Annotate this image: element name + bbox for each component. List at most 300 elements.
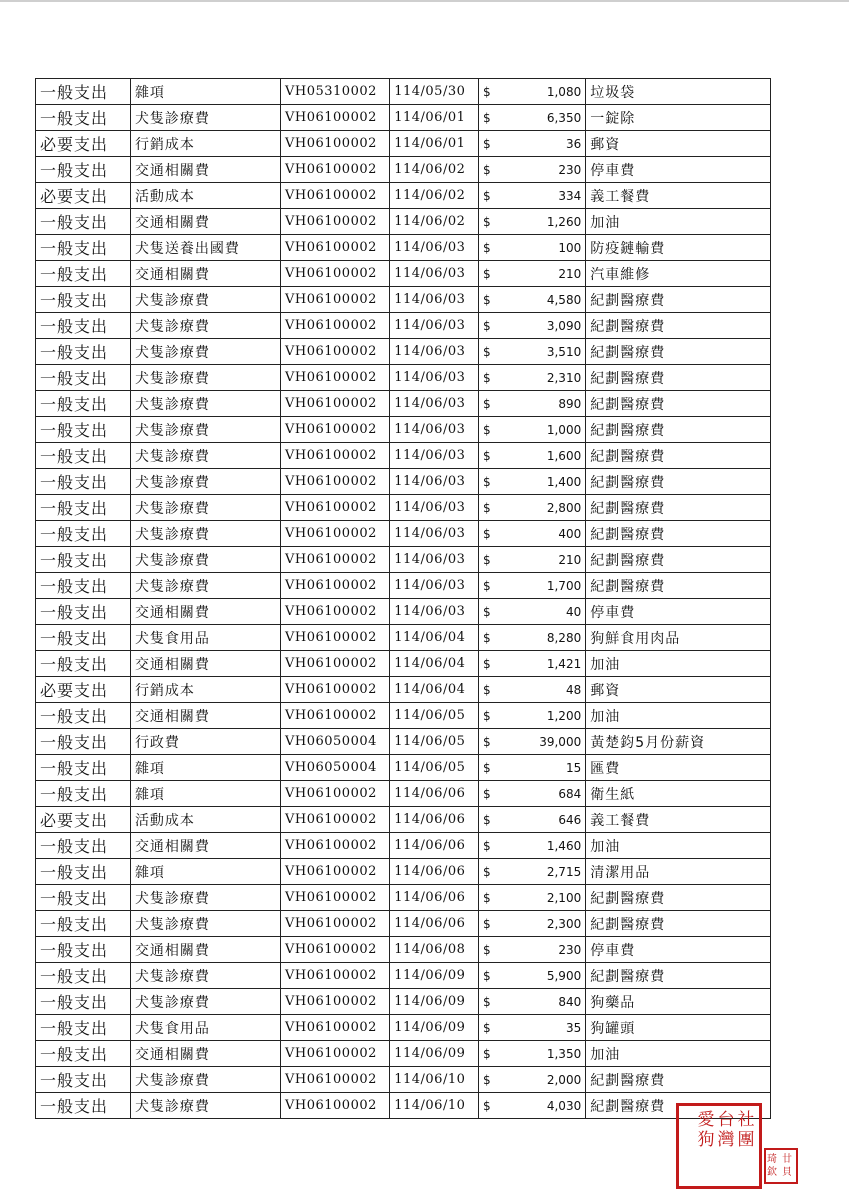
expense-type: 一般支出: [36, 755, 131, 781]
expense-amount-cell: [479, 1093, 586, 1119]
ledger-row: [36, 261, 771, 287]
expense-type: 一般支出: [36, 911, 131, 937]
expense-type: 一般支出: [36, 651, 131, 677]
expense-subcategory: 犬隻診療費: [130, 495, 280, 521]
currency-symbol: $: [483, 162, 491, 177]
expense-amount: 230: [558, 162, 582, 177]
expense-note: 汽車維修: [586, 261, 771, 287]
expense-subcategory: 交通相關費: [130, 157, 280, 183]
expense-amount: 1,000: [546, 422, 582, 437]
expense-amount: 6,350: [546, 110, 582, 125]
expense-amount: 1,700: [546, 578, 582, 593]
expense-note: 紀劃醫療費: [586, 547, 771, 573]
expense-date: 114/06/03: [390, 287, 479, 313]
expense-note: 紀劃醫療費: [586, 521, 771, 547]
expense-date: 114/06/04: [390, 651, 479, 677]
expense-note: 加油: [586, 209, 771, 235]
voucher-number: VH06100002: [281, 911, 390, 937]
expense-amount-cell: [479, 313, 586, 339]
currency-symbol: $: [483, 994, 491, 1009]
ledger-row: [36, 339, 771, 365]
voucher-number: VH06100002: [281, 365, 390, 391]
expense-amount-cell: [479, 521, 586, 547]
expense-amount: 1,460: [546, 838, 582, 853]
expense-subcategory: 犬隻診療費: [130, 885, 280, 911]
voucher-number: VH06100002: [281, 937, 390, 963]
expense-amount: 3,510: [546, 344, 582, 359]
currency-symbol: $: [483, 708, 491, 723]
expense-subcategory: 交通相關費: [130, 937, 280, 963]
expense-amount: 2,100: [546, 890, 582, 905]
expense-amount-cell: [479, 443, 586, 469]
expense-subcategory: 犬隻送養出國費: [130, 235, 280, 261]
expense-amount: 890: [558, 396, 582, 411]
expense-amount: 39,000: [539, 734, 582, 749]
expense-subcategory: 犬隻診療費: [130, 443, 280, 469]
expense-type: 一般支出: [36, 1093, 131, 1119]
expense-date: 114/06/03: [390, 339, 479, 365]
currency-symbol: $: [483, 760, 491, 775]
expense-subcategory: 雜項: [130, 755, 280, 781]
expense-date: 114/06/09: [390, 1015, 479, 1041]
ledger-row: [36, 1093, 771, 1119]
expense-amount: 48: [565, 682, 582, 697]
expense-note: 紀劃醫療費: [586, 911, 771, 937]
expense-subcategory: 犬隻診療費: [130, 287, 280, 313]
expense-subcategory: 犬隻診療費: [130, 963, 280, 989]
voucher-number: VH06100002: [281, 703, 390, 729]
expense-amount: 100: [558, 240, 582, 255]
organization-seal: 社團 台灣 愛狗: [676, 1103, 762, 1189]
expense-amount-cell: [479, 417, 586, 443]
expense-amount: 4,030: [546, 1098, 582, 1113]
expense-amount-cell: [479, 339, 586, 365]
ledger-row: [36, 677, 771, 703]
ledger-row: [36, 365, 771, 391]
voucher-number: VH06100002: [281, 963, 390, 989]
expense-subcategory: 犬隻診療費: [130, 989, 280, 1015]
ledger-row: [36, 1067, 771, 1093]
currency-symbol: $: [483, 136, 491, 151]
expense-amount: 40: [565, 604, 582, 619]
voucher-number: VH06100002: [281, 833, 390, 859]
voucher-number: VH06100002: [281, 417, 390, 443]
expense-amount: 2,800: [546, 500, 582, 515]
expense-amount: 3,090: [546, 318, 582, 333]
expense-date: 114/06/04: [390, 625, 479, 651]
expense-type: 一般支出: [36, 729, 131, 755]
expense-note: 郵資: [586, 131, 771, 157]
voucher-number: VH06100002: [281, 1041, 390, 1067]
expense-amount-cell: [479, 989, 586, 1015]
expense-type: 一般支出: [36, 443, 131, 469]
ledger-row: [36, 209, 771, 235]
expense-subcategory: 犬隻診療費: [130, 313, 280, 339]
expense-date: 114/06/06: [390, 885, 479, 911]
expense-type: 一般支出: [36, 495, 131, 521]
expense-type: 必要支出: [36, 183, 131, 209]
expense-date: 114/06/06: [390, 859, 479, 885]
expense-amount-cell: [479, 755, 586, 781]
expense-amount: 1,350: [546, 1046, 582, 1061]
currency-symbol: $: [483, 864, 491, 879]
ledger-row: [36, 157, 771, 183]
voucher-number: VH06100002: [281, 391, 390, 417]
expense-type: 一般支出: [36, 287, 131, 313]
currency-symbol: $: [483, 84, 491, 99]
currency-symbol: $: [483, 110, 491, 125]
expense-type: 一般支出: [36, 599, 131, 625]
ledger-row: [36, 911, 771, 937]
expense-date: 114/05/30: [390, 79, 479, 105]
expense-subcategory: 交通相關費: [130, 209, 280, 235]
voucher-number: VH06100002: [281, 651, 390, 677]
currency-symbol: $: [483, 630, 491, 645]
expense-type: 一般支出: [36, 573, 131, 599]
ledger-row: [36, 495, 771, 521]
expense-type: 必要支出: [36, 677, 131, 703]
expense-type: 一般支出: [36, 339, 131, 365]
expense-note: 清潔用品: [586, 859, 771, 885]
expense-subcategory: 交通相關費: [130, 833, 280, 859]
ledger-row: [36, 443, 771, 469]
ledger-row: [36, 313, 771, 339]
expense-note: 紀劃醫療費: [586, 443, 771, 469]
expense-amount: 1,400: [546, 474, 582, 489]
expense-date: 114/06/09: [390, 1041, 479, 1067]
voucher-number: VH06100002: [281, 469, 390, 495]
expense-subcategory: 犬隻診療費: [130, 1093, 280, 1119]
expense-note: 紀劃醫療費: [586, 365, 771, 391]
expense-subcategory: 犬隻診療費: [130, 365, 280, 391]
currency-symbol: $: [483, 1046, 491, 1061]
voucher-number: VH06100002: [281, 1093, 390, 1119]
ledger-row: [36, 573, 771, 599]
currency-symbol: $: [483, 604, 491, 619]
expense-date: 114/06/03: [390, 417, 479, 443]
expense-date: 114/06/10: [390, 1067, 479, 1093]
expense-date: 114/06/03: [390, 599, 479, 625]
currency-symbol: $: [483, 734, 491, 749]
expense-amount: 8,280: [546, 630, 582, 645]
voucher-number: VH06100002: [281, 781, 390, 807]
expense-amount-cell: [479, 1015, 586, 1041]
expense-type: 一般支出: [36, 261, 131, 287]
voucher-number: VH06050004: [281, 729, 390, 755]
expense-type: 一般支出: [36, 469, 131, 495]
expense-date: 114/06/03: [390, 521, 479, 547]
currency-symbol: $: [483, 1098, 491, 1113]
voucher-number: VH06100002: [281, 625, 390, 651]
ledger-row: [36, 729, 771, 755]
expense-date: 114/06/05: [390, 729, 479, 755]
ledger-row: [36, 781, 771, 807]
currency-symbol: $: [483, 240, 491, 255]
voucher-number: VH06100002: [281, 157, 390, 183]
voucher-number: VH06100002: [281, 105, 390, 131]
voucher-number: VH06100002: [281, 209, 390, 235]
currency-symbol: $: [483, 422, 491, 437]
expense-subcategory: 行銷成本: [130, 131, 280, 157]
ledger-row: [36, 1015, 771, 1041]
expense-type: 一般支出: [36, 1015, 131, 1041]
currency-symbol: $: [483, 942, 491, 957]
currency-symbol: $: [483, 318, 491, 333]
expense-amount-cell: [479, 885, 586, 911]
expense-subcategory: 交通相關費: [130, 651, 280, 677]
expense-note: 狗藥品: [586, 989, 771, 1015]
currency-symbol: $: [483, 968, 491, 983]
expense-amount-cell: [479, 469, 586, 495]
expense-amount-cell: [479, 937, 586, 963]
voucher-number: VH06100002: [281, 287, 390, 313]
expense-note: 一錠除: [586, 105, 771, 131]
expense-note: 停車費: [586, 157, 771, 183]
expense-type: 一般支出: [36, 521, 131, 547]
currency-symbol: $: [483, 812, 491, 827]
ledger-row: [36, 859, 771, 885]
expense-note: 紀劃醫療費: [586, 391, 771, 417]
expense-date: 114/06/06: [390, 781, 479, 807]
expense-type: 一般支出: [36, 235, 131, 261]
currency-symbol: $: [483, 344, 491, 359]
expense-subcategory: 活動成本: [130, 183, 280, 209]
expense-amount: 840: [558, 994, 582, 1009]
expense-date: 114/06/01: [390, 105, 479, 131]
expense-note: 義工餐費: [586, 807, 771, 833]
expense-type: 一般支出: [36, 365, 131, 391]
voucher-number: VH06100002: [281, 989, 390, 1015]
ledger-row: [36, 989, 771, 1015]
expense-date: 114/06/02: [390, 183, 479, 209]
expense-amount: 334: [558, 188, 582, 203]
expense-amount: 35: [565, 1020, 582, 1035]
expense-amount-cell: [479, 495, 586, 521]
ledger-row: [36, 391, 771, 417]
expense-type: 必要支出: [36, 131, 131, 157]
expense-amount: 210: [558, 552, 582, 567]
voucher-number: VH05310002: [281, 79, 390, 105]
personal-seal: 廿貝 琦欽: [764, 1148, 798, 1184]
expense-subcategory: 交通相關費: [130, 599, 280, 625]
currency-symbol: $: [483, 1020, 491, 1035]
voucher-number: VH06100002: [281, 1015, 390, 1041]
voucher-number: VH06100002: [281, 495, 390, 521]
voucher-number: VH06100002: [281, 339, 390, 365]
expense-amount: 1,421: [546, 656, 582, 671]
expense-date: 114/06/03: [390, 495, 479, 521]
currency-symbol: $: [483, 786, 491, 801]
expense-subcategory: 犬隻診療費: [130, 105, 280, 131]
ledger-row: [36, 755, 771, 781]
expense-subcategory: 犬隻食用品: [130, 1015, 280, 1041]
currency-symbol: $: [483, 474, 491, 489]
expense-amount: 646: [558, 812, 582, 827]
expense-date: 114/06/05: [390, 755, 479, 781]
expense-amount-cell: [479, 807, 586, 833]
expense-subcategory: 犬隻診療費: [130, 521, 280, 547]
expense-subcategory: 犬隻診療費: [130, 391, 280, 417]
ledger-row: [36, 599, 771, 625]
ledger-row: [36, 651, 771, 677]
expense-subcategory: 犬隻診療費: [130, 469, 280, 495]
expense-type: 一般支出: [36, 391, 131, 417]
expense-amount-cell: [479, 911, 586, 937]
expense-amount-cell: [479, 651, 586, 677]
expense-amount: 4,580: [546, 292, 582, 307]
expense-type: 一般支出: [36, 781, 131, 807]
expense-type: 一般支出: [36, 625, 131, 651]
ledger-row: [36, 833, 771, 859]
expense-amount: 36: [565, 136, 582, 151]
expense-type: 一般支出: [36, 833, 131, 859]
currency-symbol: $: [483, 370, 491, 385]
currency-symbol: $: [483, 890, 491, 905]
expense-amount-cell: [479, 157, 586, 183]
ledger-row: [36, 183, 771, 209]
currency-symbol: $: [483, 656, 491, 671]
expense-note: 紀劃醫療費: [586, 313, 771, 339]
expense-date: 114/06/03: [390, 391, 479, 417]
expense-date: 114/06/03: [390, 261, 479, 287]
voucher-number: VH06100002: [281, 885, 390, 911]
expense-amount: 210: [558, 266, 582, 281]
ledger-row: [36, 79, 771, 105]
voucher-number: VH06100002: [281, 547, 390, 573]
ledger-row: [36, 105, 771, 131]
expense-amount: 1,260: [546, 214, 582, 229]
voucher-number: VH06100002: [281, 573, 390, 599]
expense-note: 垃圾袋: [586, 79, 771, 105]
expense-type: 一般支出: [36, 859, 131, 885]
voucher-number: VH06100002: [281, 235, 390, 261]
voucher-number: VH06100002: [281, 313, 390, 339]
expense-amount-cell: [479, 1041, 586, 1067]
expense-type: 一般支出: [36, 703, 131, 729]
expense-amount-cell: [479, 1067, 586, 1093]
expense-type: 一般支出: [36, 547, 131, 573]
expense-amount-cell: [479, 677, 586, 703]
expense-date: 114/06/03: [390, 547, 479, 573]
expense-note: 紀劃醫療費: [586, 339, 771, 365]
expense-ledger-table: [35, 78, 771, 1119]
expense-amount: 230: [558, 942, 582, 957]
ledger-row: [36, 287, 771, 313]
expense-type: 必要支出: [36, 807, 131, 833]
expense-date: 114/06/03: [390, 573, 479, 599]
currency-symbol: $: [483, 214, 491, 229]
expense-note: 紀劃醫療費: [586, 287, 771, 313]
expense-type: 一般支出: [36, 963, 131, 989]
ledger-row: [36, 937, 771, 963]
expense-subcategory: 交通相關費: [130, 1041, 280, 1067]
voucher-number: VH06100002: [281, 807, 390, 833]
voucher-number: VH06100002: [281, 261, 390, 287]
expense-amount-cell: [479, 131, 586, 157]
expense-amount-cell: [479, 391, 586, 417]
expense-subcategory: 犬隻診療費: [130, 911, 280, 937]
currency-symbol: $: [483, 552, 491, 567]
expense-note: 紀劃醫療費: [586, 885, 771, 911]
expense-date: 114/06/03: [390, 313, 479, 339]
expense-amount: 15: [565, 760, 582, 775]
expense-note: 匯費: [586, 755, 771, 781]
expense-subcategory: 雜項: [130, 859, 280, 885]
ledger-row: [36, 417, 771, 443]
scan-top-edge: [0, 0, 849, 2]
expense-date: 114/06/06: [390, 833, 479, 859]
expense-note: 紀劃醫療費: [586, 469, 771, 495]
expense-amount-cell: [479, 235, 586, 261]
expense-date: 114/06/03: [390, 443, 479, 469]
expense-amount-cell: [479, 209, 586, 235]
expense-note: 停車費: [586, 937, 771, 963]
expense-date: 114/06/01: [390, 131, 479, 157]
expense-date: 114/06/04: [390, 677, 479, 703]
expense-date: 114/06/06: [390, 911, 479, 937]
voucher-number: VH06100002: [281, 521, 390, 547]
voucher-number: VH06100002: [281, 1067, 390, 1093]
expense-date: 114/06/09: [390, 989, 479, 1015]
expense-type: 一般支出: [36, 157, 131, 183]
expense-subcategory: 犬隻診療費: [130, 339, 280, 365]
expense-type: 一般支出: [36, 1041, 131, 1067]
expense-amount-cell: [479, 183, 586, 209]
expense-note: 紀劃醫療費: [586, 1067, 771, 1093]
expense-amount-cell: [479, 79, 586, 105]
currency-symbol: $: [483, 292, 491, 307]
ledger-row: [36, 521, 771, 547]
expense-type: 一般支出: [36, 105, 131, 131]
expense-note: 紀劃醫療費: [586, 495, 771, 521]
expense-amount: 1,200: [546, 708, 582, 723]
currency-symbol: $: [483, 396, 491, 411]
currency-symbol: $: [483, 1072, 491, 1087]
expense-note: 郵資: [586, 677, 771, 703]
ledger-row: [36, 807, 771, 833]
expense-note: 紀劃醫療費: [586, 1093, 771, 1119]
currency-symbol: $: [483, 266, 491, 281]
voucher-number: VH06100002: [281, 131, 390, 157]
expense-subcategory: 犬隻食用品: [130, 625, 280, 651]
expense-amount: 2,310: [546, 370, 582, 385]
ledger-row: [36, 469, 771, 495]
expense-date: 114/06/03: [390, 235, 479, 261]
expense-amount: 2,000: [546, 1072, 582, 1087]
ledger-row: [36, 131, 771, 157]
expense-amount: 400: [558, 526, 582, 541]
expense-note: 紀劃醫療費: [586, 573, 771, 599]
expense-note: 紀劃醫療費: [586, 417, 771, 443]
expense-type: 一般支出: [36, 885, 131, 911]
expense-amount-cell: [479, 703, 586, 729]
expense-date: 114/06/03: [390, 365, 479, 391]
expense-note: 加油: [586, 651, 771, 677]
expense-amount: 2,300: [546, 916, 582, 931]
expense-date: 114/06/06: [390, 807, 479, 833]
expense-note: 義工餐費: [586, 183, 771, 209]
expense-amount-cell: [479, 105, 586, 131]
ledger-row: [36, 703, 771, 729]
voucher-number: VH06100002: [281, 599, 390, 625]
expense-amount-cell: [479, 261, 586, 287]
expense-amount: 1,600: [546, 448, 582, 463]
expense-type: 一般支出: [36, 79, 131, 105]
expense-amount-cell: [479, 573, 586, 599]
ledger-row: [36, 963, 771, 989]
expense-subcategory: 交通相關費: [130, 261, 280, 287]
currency-symbol: $: [483, 838, 491, 853]
